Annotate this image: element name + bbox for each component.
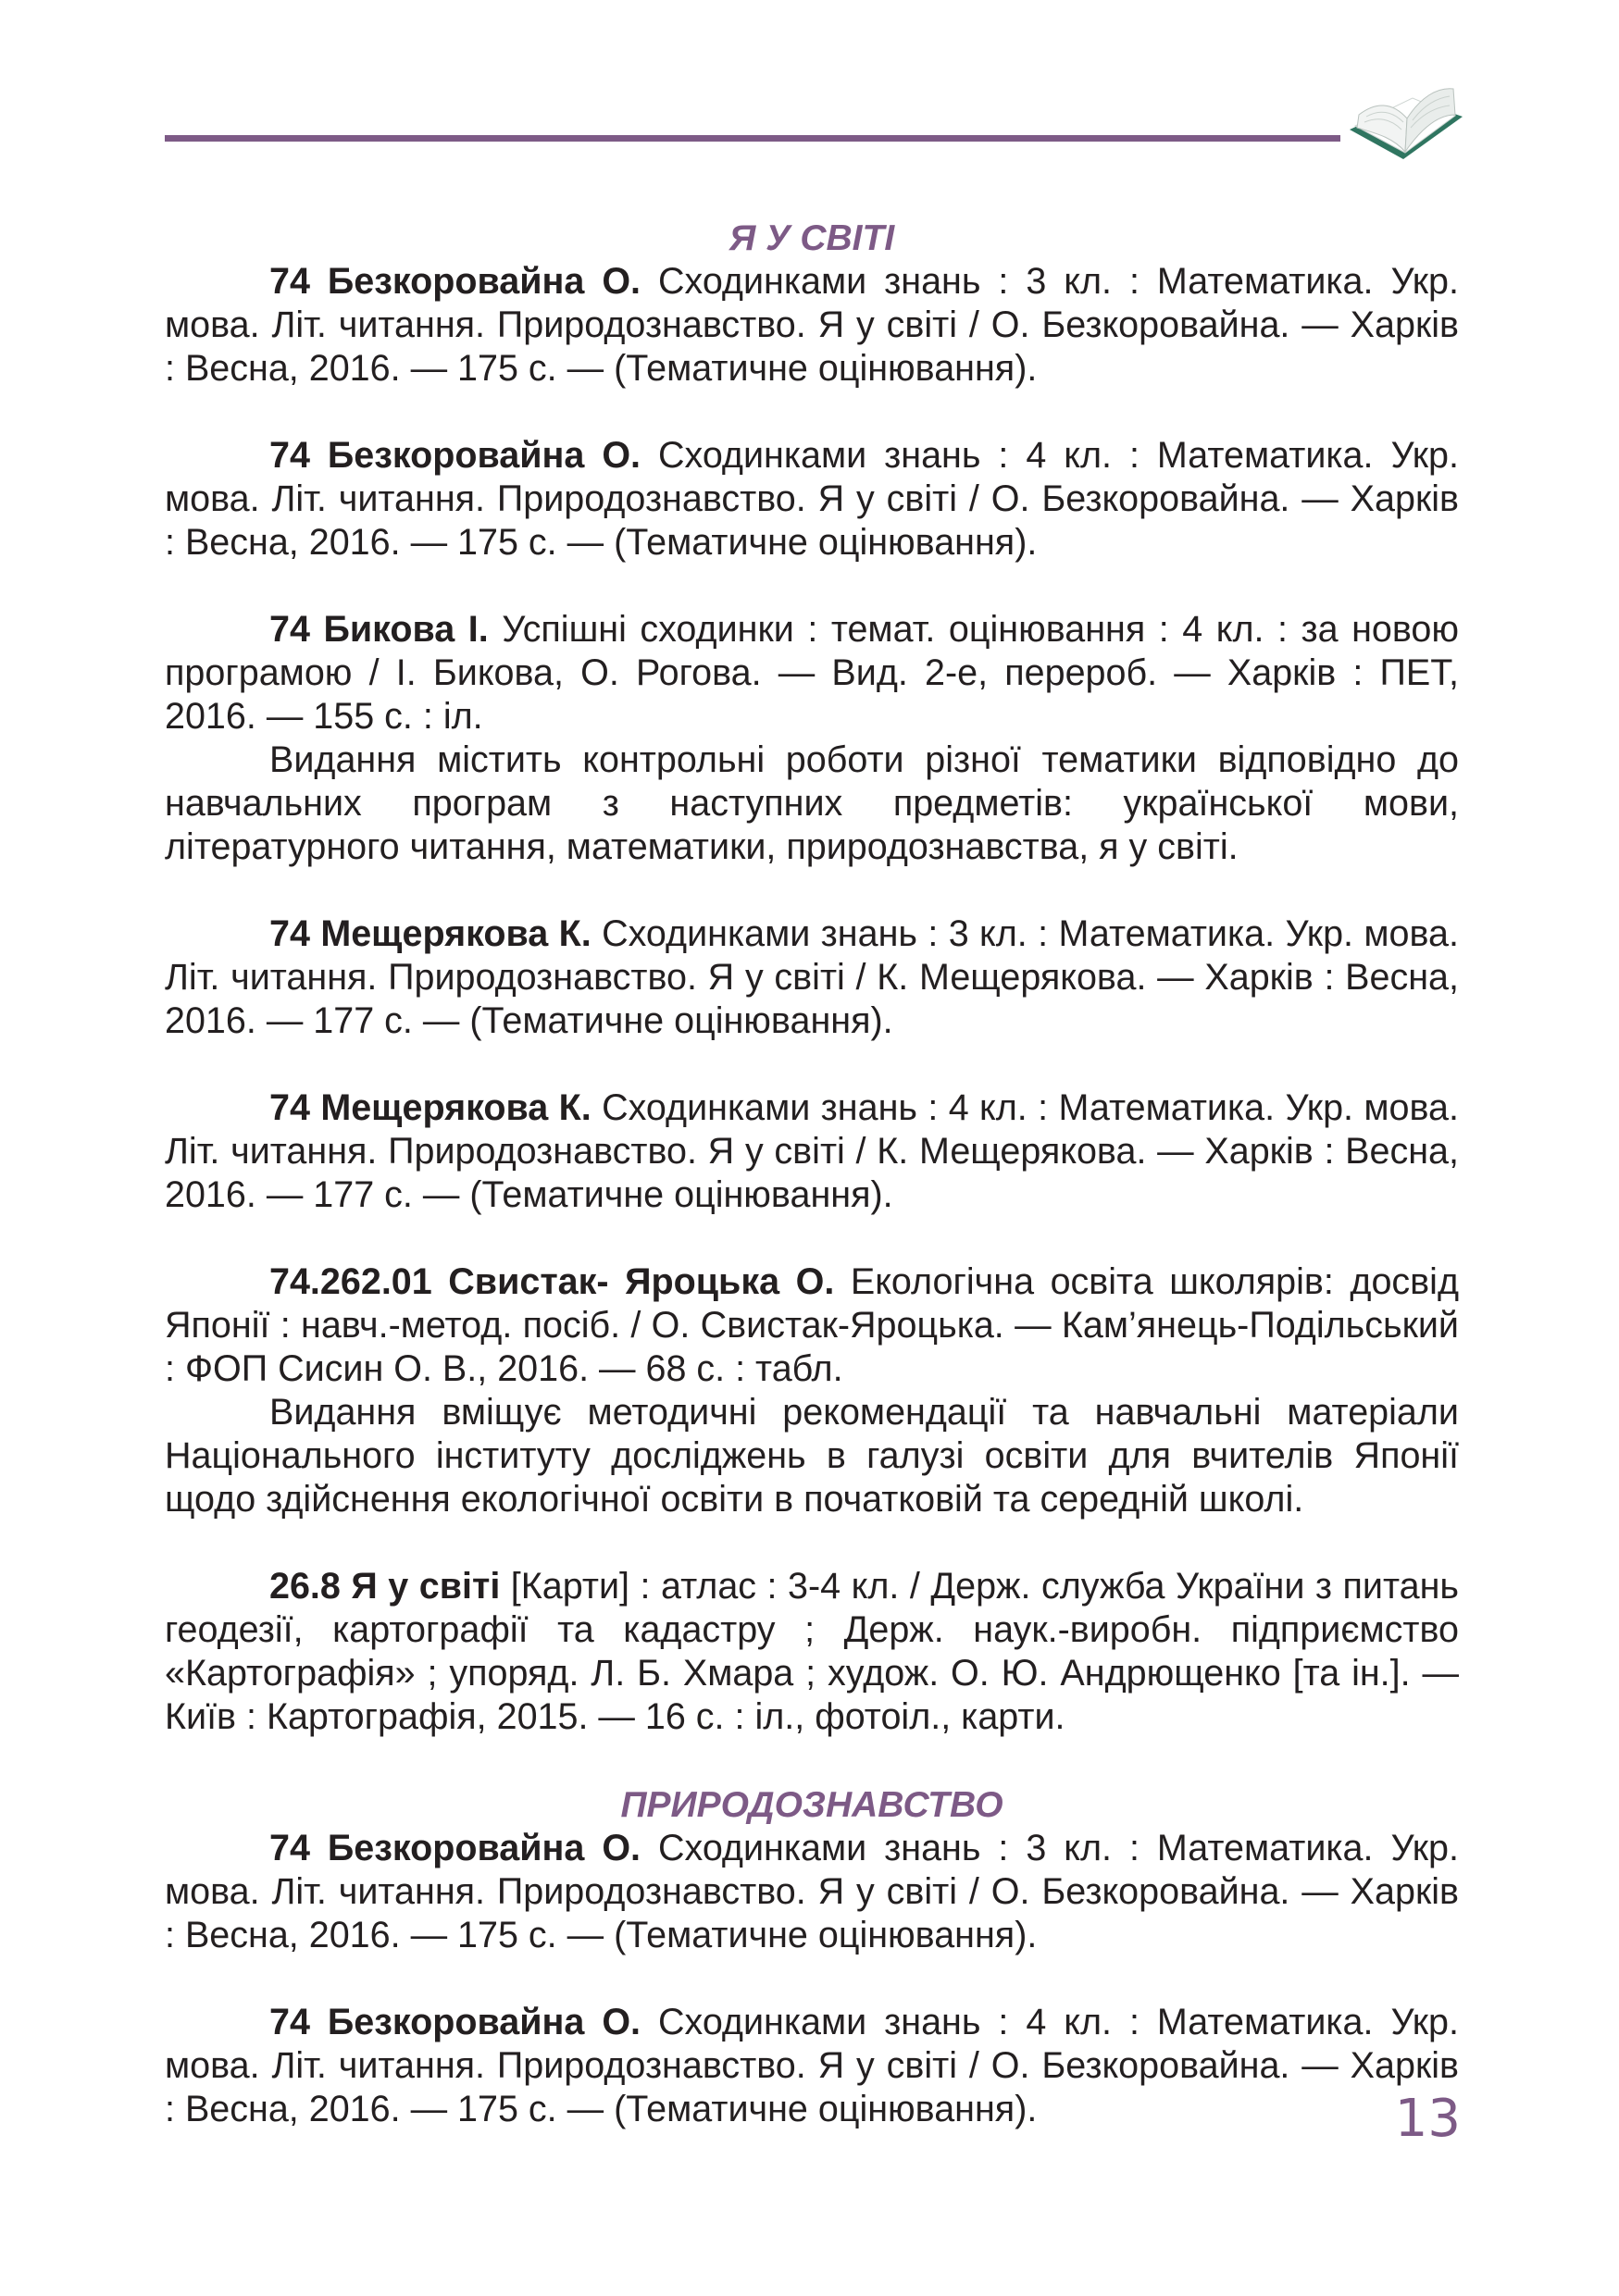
bibliography-content — [165, 217, 1459, 2131]
bibliography-entry — [165, 912, 1459, 1043]
entry-heading: 74 Мещерякова К. — [269, 913, 592, 954]
entry-description: Сходинками знань : 4 кл. : Математика. Укр. мова. Літ. читання. Природознавство. Я у світі / О. Безкоровайна. — Харків : Весна, 2016. — 175 с. — (Тематичне оцінювання). — [165, 435, 1459, 563]
entry-description: Сходинками знань : 3 кл. : Математика. Укр. мова. Літ. читання. Природознавство. Я у світі / О. Безкоровайна. — Харків : Весна, 2016. — 175 с. — (Тематичне оцінювання). — [165, 261, 1459, 389]
entry-citation — [165, 912, 1459, 1043]
entry-heading: 74 Безкоровайна О. — [269, 2002, 641, 2042]
entry-citation — [165, 1260, 1459, 1391]
entry-annotation: Видання містить контрольні роботи різної тематики відповідно до навчальних програм з наступних предметів: української мови, літературного читання, математики, природознавства, я у світі. — [165, 739, 1459, 867]
entry-description: Сходинками знань : 3 кл. : Математика. Укр. мова. Літ. читання. Природознавство. Я у світі / К. Мещерякова. — Харків : Весна, 2016. — 177 с. — (Тематичне оцінювання). — [165, 913, 1459, 1041]
open-book-icon — [1344, 74, 1469, 167]
entry-description: Успішні сходинки : темат. оцінювання : 4 кл. : за новою програмою / І. Бикова, О. Рогова. — Вид. 2-е, перероб. — Харків : ПЕТ, 2016. — 155 с. : іл. — [165, 609, 1459, 737]
entry-citation — [165, 434, 1459, 565]
section-title: Я У СВІТІ — [729, 218, 895, 258]
entry-citation — [165, 1086, 1459, 1217]
entry-heading: 74 Безкоровайна О. — [269, 435, 641, 476]
entry-heading: 26.8 Я у світі — [269, 1566, 501, 1607]
entry-heading: 74 Безкоровайна О. — [269, 1828, 641, 1868]
bibliography-entry — [165, 1565, 1459, 1739]
entry-description: Сходинками знань : 4 кл. : Математика. Укр. мова. Літ. читання. Природознавство. Я у світі / К. Мещерякова. — Харків : Весна, 2016. — 177 с. — (Тематичне оцінювання). — [165, 1087, 1459, 1215]
entry-citation — [165, 1565, 1459, 1739]
entry-description: Сходинками знань : 4 кл. : Математика. Укр. мова. Літ. читання. Природознавство. Я у світі / О. Безкоровайна. — Харків : Весна, 2016. — 175 с. — (Тематичне оцінювання). — [165, 2002, 1459, 2129]
entry-citation — [165, 608, 1459, 738]
bibliography-entry — [165, 1086, 1459, 1217]
bibliography-entry — [165, 260, 1459, 391]
bibliography-entry — [165, 1827, 1459, 1957]
header-rule — [165, 135, 1340, 142]
entry-heading: 74.262.01 Свистак- Яроцька О. — [269, 1261, 835, 1302]
entry-heading: 74 Безкоровайна О. — [269, 261, 641, 302]
entry-heading: 74 Бикова І. — [269, 609, 489, 650]
section-title: ПРИРОДОЗНАВСТВО — [620, 1785, 1003, 1825]
bibliography-entry — [165, 2001, 1459, 2131]
entry-description: Сходинками знань : 3 кл. : Математика. Укр. мова. Літ. читання. Природознавство. Я у світі / О. Безкоровайна. — Харків : Весна, 2016. — 175 с. — (Тематичне оцінювання). — [165, 1828, 1459, 1955]
entry-heading: 74 Мещерякова К. — [269, 1087, 592, 1128]
bibliography-entry — [165, 608, 1459, 869]
entry-citation — [165, 1827, 1459, 1957]
entry-description: [Карти] : атлас : 3-4 кл. / Держ. служба України з питань геодезії, картографії та кадастру ; Держ. наук.-виробн. підприємство «Картографія» ; упоряд. Л. Б. Хмара ; худож. О. Ю. Андрющенко [та ін.]. — Київ : Картографія, 2015. — 16 с. : іл., фотоіл., карти. — [165, 1566, 1459, 1737]
page-number: 13 — [1394, 2089, 1461, 2149]
entry-citation — [165, 260, 1459, 391]
bibliography-entry — [165, 434, 1459, 565]
entry-description: Екологічна освіта школярів: досвід Японії : навч.-метод. посіб. / О. Свистак-Яроцька. — Кам’янець-Подільський : ФОП Сисин О. В., 2016. — 68 с. : табл. — [165, 1261, 1459, 1389]
bibliography-entry — [165, 1260, 1459, 1521]
entry-annotation: Видання вміщує методичні рекомендації та навчальні матеріали Національного інституту досліджень в галузі освіти для вчителів Японії щодо здійснення екологічної освіти в початковій та середній школі. — [165, 1392, 1459, 1520]
entry-citation — [165, 2001, 1459, 2131]
